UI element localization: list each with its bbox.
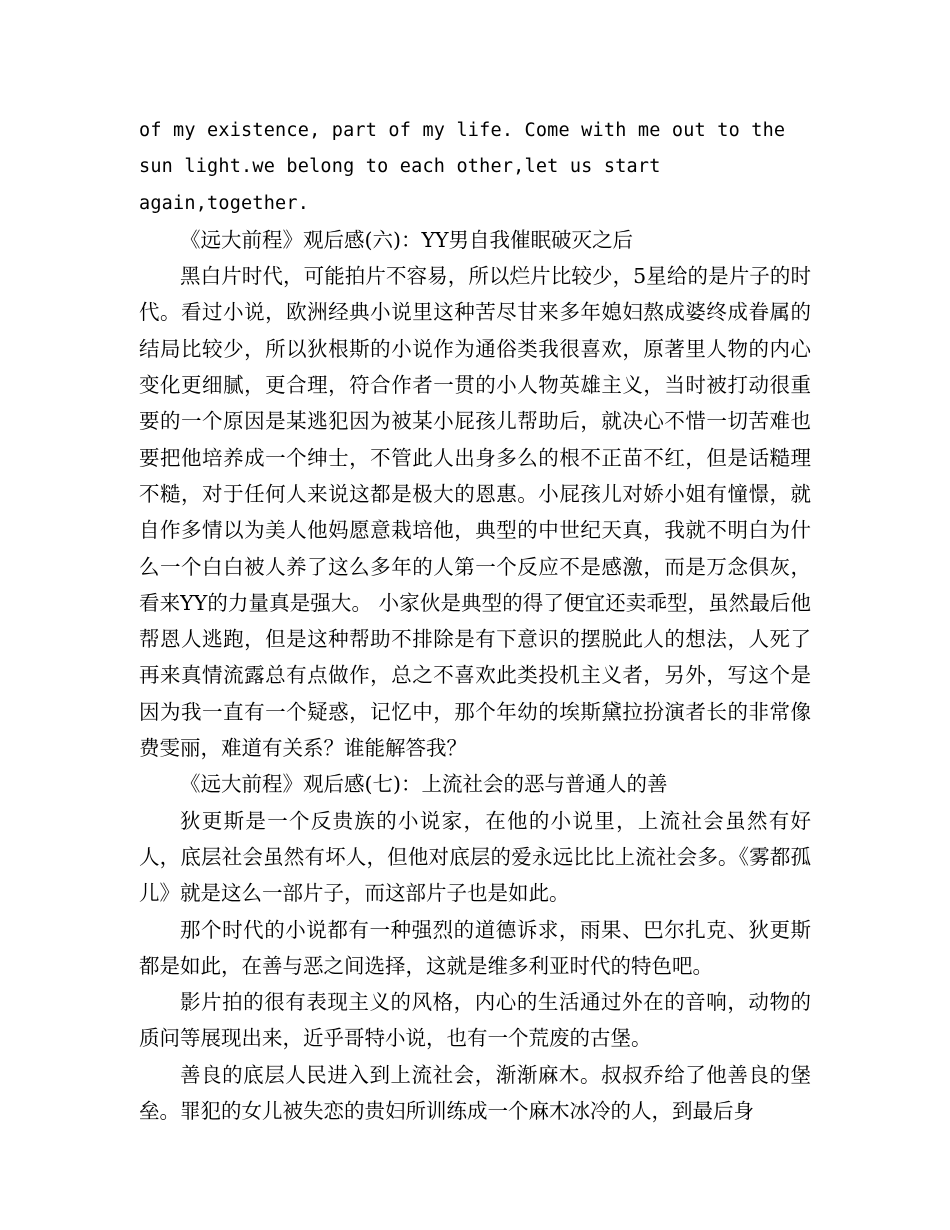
english-continuation-paragraph: of my existence, part of my life. Come with me out to the sun light.we belong to each other,let us start again,together. (139, 120, 786, 214)
body-paragraph: 影片拍的很有表现主义的风格，内心的生活通过外在的音响，动物的质问等展现出来，近乎哥特小说，也有一个荒废的古堡。 (139, 990, 811, 1051)
body-paragraph: 善良的底层人民进入到上流社会，渐渐麻木。叔叔乔给了他善良的堡垒。罪犯的女儿被失恋的贵妇所训练成一个麻木冰冷的人，到最后身 (139, 1062, 811, 1124)
body-paragraph: 狄更斯是一个反贵族的小说家，在他的小说里，上流社会虽然有好人，底层社会虽然有坏人，但他对底层的爱永远比比上流社会多。《雾都孤儿》就是这么一部片子，而这部片子也是如此。 (139, 808, 811, 906)
body-paragraph: 黑白片时代，可能拍片不容易，所以烂片比较少，5星给的是片子的时代。看过小说，欧洲经典小说里这种苦尽甘来多年媳妇熬成婆终成眷属的结局比较少，所以狄根斯的小说作为通俗类我很喜欢，原著里人物的内心变化更细腻，更合理，符合作者一贯的小人物英雄主义，当时被打动很重要的一个原因是某逃犯因为被某小屁孩儿帮助后，就决心不惜一切苦难也要把他培养成一个绅士，不管此人出身多么的根不正苗不红，但是话糙理不糙，对于任何人来说这都是极大的恩惠。小屁孩儿对娇小姐有憧憬，就自作多情以为美人他妈愿意栽培他，典型的中世纪天真，我就不明白为什么一个白白被人养了这么多年的人第一个反应不是感激，而是万念俱灰，看来YY的力量真是强大。 小家伙是典型的得了便宜还卖乖型，虽然最后他帮恩人逃跑，但是这种帮助不排除是有下意识的摆脱此人的想法，人死了再来真情流露总有点做作，总之不喜欢此类投机主义者，另外，写这个是因为我一直有一个疑惑，记忆中，那个年幼的埃斯黛拉扮演者长的非常像费雯丽，难道有关系？谁能解答我？ (139, 264, 811, 761)
review-heading-seven: 《远大前程》观后感(七)：上流社会的恶与普通人的善 (180, 772, 668, 797)
review-heading-six: 《远大前程》观后感(六)：YY男自我催眠破灭之后 (180, 227, 634, 252)
document-body (139, 113, 811, 1129)
body-paragraph: 那个时代的小说都有一种强烈的道德诉求，雨果、巴尔扎克、狄更斯都是如此，在善与恶之间选择，这就是维多利亚时代的特色吧。 (139, 917, 811, 978)
